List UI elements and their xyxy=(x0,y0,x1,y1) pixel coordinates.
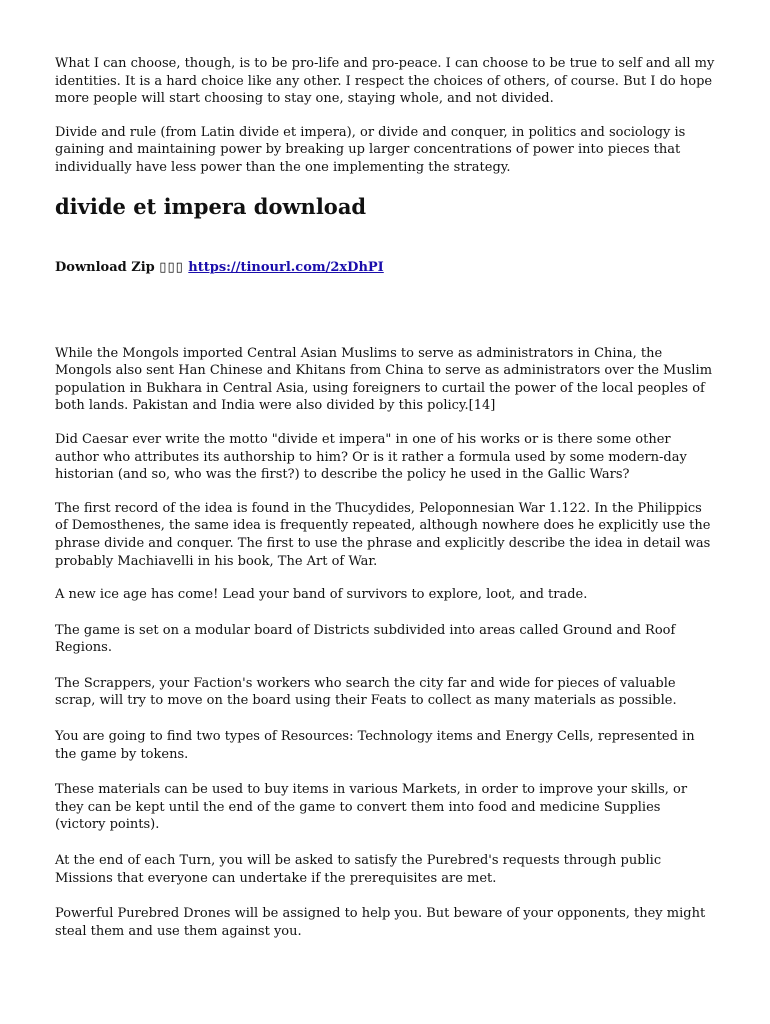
body-paragraph-2: Did Caesar ever write the motto "divide et impera" in one of his works or is there some other author who attributes its authorship to him? Or is it rather a formula used by some modern-day historian (and so, who was the first?) to describe the policy he used in the Gallic Wars? xyxy=(55,431,687,483)
body-text xyxy=(55,345,715,941)
intro-paragraph-1: What I can choose, though, is to be pro-life and pro-peace. I can choose to be true to self and all my identities. It is a hard choice like any other. I respect the choices of others, of course. But I do hope more people will start choosing to stay one, staying whole, and not divided. xyxy=(55,56,715,107)
download-label: Download Zip xyxy=(55,259,155,275)
body-paragraph-5: The game is set on a modular board of Districts subdivided into areas called Ground and Roof Regions. xyxy=(55,622,676,656)
body-paragraph-7: You are going to find two types of Resources: Technology items and Energy Cells, represented in the game by tokens. xyxy=(55,729,695,762)
body-paragraph-10: Powerful Purebred Drones will be assigned to help you. But beware of your opponents, they might steal them and use them against you. xyxy=(55,906,706,939)
download-link[interactable]: https://tinourl.com/2xDhPI xyxy=(188,259,384,275)
download-arrow-glyphs: ▯▯▯ xyxy=(159,259,184,275)
body-paragraph-1: While the Mongols imported Central Asian Muslims to serve as administrators in China, the Mongols also sent Han Chinese and Khitans from China to serve as administrators over the Muslim population in Bukhara in Central Asia, using foreigners to curtail the power of the local peoples of both lands. Pakistan and India were also divided by this policy.[14] xyxy=(55,345,713,414)
body-paragraph-3: The first record of the idea is found in the Thucydides, Peloponnesian War 1.122. In the Philippics of Demosthenes, the same idea is frequently repeated, although nowhere does he explicitly use the phrase divide and conquer. The first to use the phrase and explicitly describe the idea in detail was probably Machiavelli in his book, The Art of War. xyxy=(55,500,711,569)
intro-paragraph-2: Divide and rule (from Latin divide et impera), or divide and conquer, in politics and sociology is gaining and maintaining power by breaking up larger concentrations of power into pieces that individually have less power than the one implementing the strategy. xyxy=(55,124,686,175)
body-paragraph-8: These materials can be used to buy items in various Markets, in order to improve your skills, or they can be kept until the end of the game to convert them into food and medicine Supplies (victory points). xyxy=(55,782,688,833)
document-page xyxy=(55,55,715,940)
download-line xyxy=(55,259,715,277)
page-heading: divide et impera download xyxy=(55,193,367,219)
body-paragraph-4: A new ice age has come! Lead your band of survivors to explore, loot, and trade. xyxy=(55,587,588,603)
body-paragraph-6: The Scrappers, your Faction's workers who search the city far and wide for pieces of valuable scrap, will try to move on the board using their Feats to collect as many materials as possible. xyxy=(55,675,677,709)
body-paragraph-9: At the end of each Turn, you will be asked to satisfy the Purebred's requests through public Missions that everyone can undertake if the prerequisites are met. xyxy=(55,853,662,886)
